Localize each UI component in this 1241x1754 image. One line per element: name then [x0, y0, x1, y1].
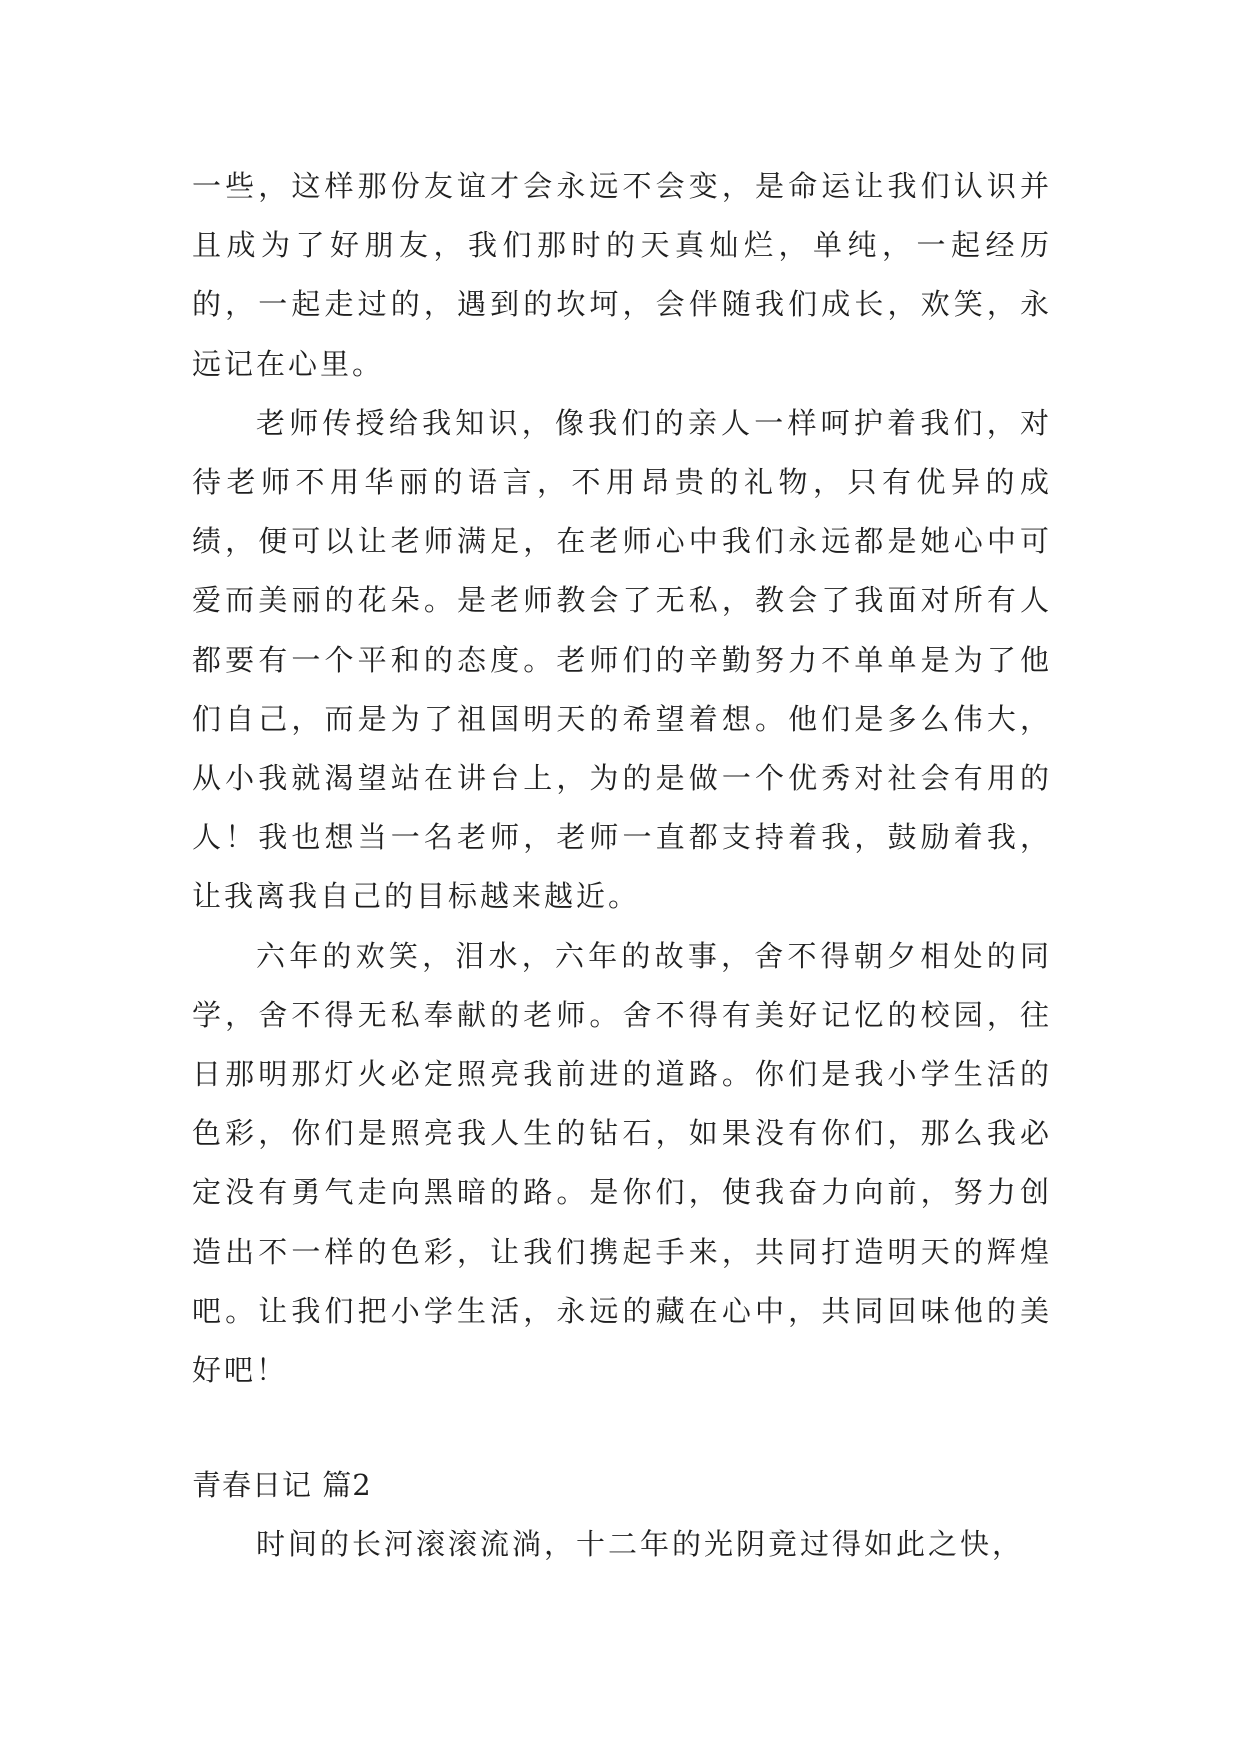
document-body — [192, 157, 1052, 1575]
paragraph-friendship: 一些，这样那份友谊才会永远不会变，是命运让我们认识并且成为了好朋友，我们那时的天真灿烂，单纯，一起经历的，一起走过的，遇到的坎坷，会伴随我们成长，欢笑，永远记在心里。 — [192, 169, 1052, 381]
paragraph-teachers: 老师传授给我知识，像我们的亲人一样呵护着我们，对待老师不用华丽的语言，不用昂贵的礼物，只有优异的成绩，便可以让老师满足，在老师心中我们永远都是她心中可爱而美丽的花朵。是老师教会了无私，教会了我面对所有人都要有一个平和的态度。老师们的辛勤努力不单单是为了他们自己，而是为了祖国明天的希望着想。他们是多么伟大，从小我就渴望站在讲台上，为的是做一个优秀对社会有用的人！我也想当一名老师，老师一直都支持着我，鼓励着我，让我离我自己的目标越来越近。 — [192, 405, 1052, 914]
paragraph-six-years: 六年的欢笑，泪水，六年的故事，舍不得朝夕相处的同学，舍不得无私奉献的老师。舍不得有美好记忆的校园，往日那明那灯火必定照亮我前进的道路。你们是我小学生活的色彩，你们是照亮我人生的钻石，如果没有你们，那么我必定没有勇气走向黑暗的路。是你们，使我奋力向前，努力创造出不一样的色彩，让我们携起手来，共同打造明天的辉煌吧。让我们把小学生活，永远的藏在心中，共同回味他的美好吧！ — [192, 938, 1052, 1388]
paragraph-time-river: 时间的长河滚滚流淌，十二年的光阴竟过得如此之快， — [256, 1527, 1025, 1562]
section-heading: 青春日记 篇2 — [192, 1468, 372, 1503]
